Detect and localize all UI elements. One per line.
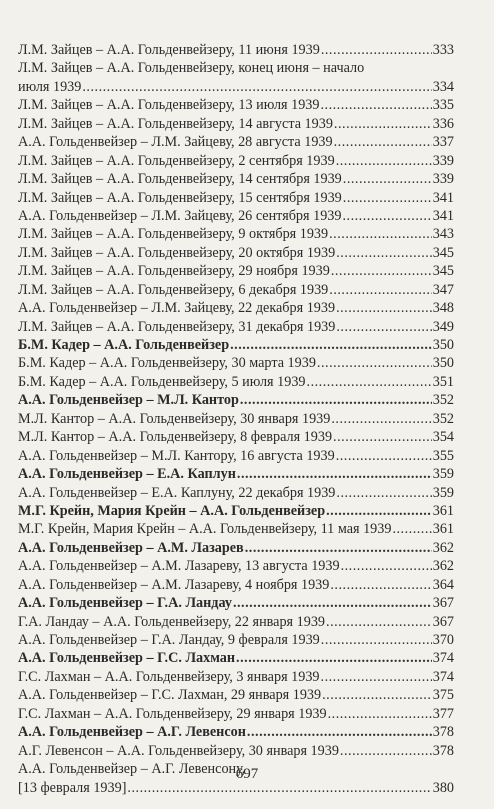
dot-leader bbox=[230, 336, 432, 354]
toc-entry-title: Л.М. Зайцев – А.А. Гольденвейзеру, 29 ноября 1939 bbox=[18, 263, 330, 280]
toc-entry-title: Л.М. Зайцев – А.А. Гольденвейзеру, 14 августа 1939 bbox=[18, 115, 333, 132]
toc-entry bbox=[18, 78, 454, 96]
dot-leader bbox=[392, 520, 431, 538]
toc-section-heading bbox=[18, 465, 454, 483]
toc-entry bbox=[18, 410, 454, 428]
dot-leader bbox=[82, 78, 431, 96]
dot-leader bbox=[331, 262, 432, 280]
toc-entry-title: А.А. Гольденвейзер – А.Г. Левенсону, bbox=[18, 761, 246, 778]
dot-leader bbox=[307, 373, 432, 391]
toc-entry bbox=[18, 207, 454, 225]
toc-entry-page: 341 bbox=[432, 189, 454, 206]
toc-entry-title: А.А. Гольденвейзер – А.М. Лазареву, 4 ноября 1939 bbox=[18, 576, 330, 593]
toc-entry-page: 367 bbox=[432, 595, 454, 612]
toc-entry bbox=[18, 225, 454, 243]
dot-leader bbox=[336, 484, 431, 502]
toc-entry-page: 362 bbox=[432, 558, 454, 575]
toc-entry-page: 361 bbox=[432, 521, 454, 538]
toc-entry bbox=[18, 668, 454, 686]
toc-entry bbox=[18, 447, 454, 465]
toc-section-heading bbox=[18, 539, 454, 557]
dot-leader bbox=[233, 594, 432, 612]
toc-entry-page: 380 bbox=[432, 779, 454, 796]
toc-entry-page: 345 bbox=[432, 263, 454, 280]
dot-leader bbox=[343, 170, 432, 188]
dot-leader bbox=[336, 299, 432, 317]
toc-entry-title: Г.С. Лахман – А.А. Гольденвейзеру, 29 января 1939 bbox=[18, 705, 327, 722]
dot-leader bbox=[329, 225, 432, 243]
dot-leader bbox=[245, 539, 432, 557]
dot-leader bbox=[333, 428, 432, 446]
dot-leader bbox=[329, 281, 431, 299]
toc-section-heading bbox=[18, 336, 454, 354]
toc-entry-title: Л.М. Зайцев – А.А. Гольденвейзеру, 2 сентября 1939 bbox=[18, 152, 335, 169]
toc-entry-page: 350 bbox=[432, 337, 454, 353]
toc-entry-page: 359 bbox=[432, 466, 454, 483]
toc-entry bbox=[18, 428, 454, 446]
dot-leader bbox=[336, 318, 431, 336]
toc-entry bbox=[18, 96, 454, 114]
toc-entry bbox=[18, 41, 454, 59]
toc-entry bbox=[18, 742, 454, 760]
toc-entry-title: Л.М. Зайцев – А.А. Гольденвейзеру, 14 сентября 1939 bbox=[18, 171, 342, 188]
dot-leader bbox=[317, 354, 432, 372]
toc-entry-page: 341 bbox=[432, 207, 454, 224]
toc-entry-title: [13 февраля 1939] bbox=[18, 779, 127, 796]
toc-entry-page: 364 bbox=[432, 576, 454, 593]
toc-entry-page: 370 bbox=[432, 632, 454, 648]
toc-entry-page: 337 bbox=[432, 134, 454, 151]
toc-section-heading bbox=[18, 723, 454, 741]
toc-entry bbox=[18, 631, 454, 649]
toc-entry-title: М.Л. Кантор – А.А. Гольденвейзеру, 8 февраля 1939 bbox=[18, 429, 333, 446]
toc-entry-title: А.А. Гольденвейзер – Л.М. Зайцеву, 26 сентября 1939 bbox=[18, 207, 342, 224]
toc-entry-page: 374 bbox=[432, 668, 454, 685]
toc-entry-title: Л.М. Зайцев – А.А. Гольденвейзеру, 13 июля 1939 bbox=[18, 97, 320, 114]
toc-entry-page: 339 bbox=[432, 171, 454, 188]
toc-entry-title: Л.М. Зайцев – А.А. Гольденвейзеру, 20 октября 1939 bbox=[18, 244, 336, 261]
toc-entry-title: А.А. Гольденвейзер – Е.А. Каплуну, 22 декабря 1939 bbox=[18, 484, 336, 501]
toc-entry-page: 355 bbox=[432, 447, 454, 464]
toc-section-heading bbox=[18, 391, 454, 409]
toc-entry-title: Л.М. Зайцев – А.А. Гольденвейзеру, 31 декабря 1939 bbox=[18, 318, 336, 335]
toc-entry-title: А.Г. Левенсон – А.А. Гольденвейзеру, 30 января 1939 bbox=[18, 742, 339, 759]
toc-entry-page: 374 bbox=[432, 650, 454, 667]
dot-leader bbox=[341, 557, 432, 575]
toc-entry-title: Г.С. Лахман – А.А. Гольденвейзеру, 3 января 1939 bbox=[18, 668, 320, 685]
toc-entry-page: 378 bbox=[432, 724, 454, 741]
toc-entry-title: А.А. Гольденвейзер – М.Л. Кантор bbox=[18, 392, 239, 409]
toc-entry bbox=[18, 189, 454, 207]
toc-entry bbox=[18, 115, 454, 133]
toc-entry-title: Л.М. Зайцев – А.А. Гольденвейзеру, 15 сентября 1939 bbox=[18, 189, 342, 206]
dot-leader bbox=[236, 649, 432, 667]
toc-entry-page: 367 bbox=[432, 613, 454, 630]
page-number: 697 bbox=[235, 766, 259, 782]
toc-entry-page: 339 bbox=[432, 152, 454, 169]
toc-entry-page: 375 bbox=[432, 687, 454, 704]
toc-entry bbox=[18, 59, 454, 77]
toc-entry bbox=[18, 705, 454, 723]
dot-leader bbox=[328, 705, 432, 723]
toc-section-heading bbox=[18, 649, 454, 667]
toc-entry-page: 377 bbox=[432, 705, 454, 722]
dot-leader bbox=[237, 465, 432, 483]
toc-entry-title: А.А. Гольденвейзер – А.Г. Левенсон bbox=[18, 724, 246, 741]
toc-entry bbox=[18, 170, 454, 188]
toc-entry-page: 333 bbox=[432, 42, 454, 58]
toc-entry-page: 354 bbox=[432, 429, 454, 446]
toc-entry-title: А.А. Гольденвейзер – А.М. Лазареву, 13 августа 1939 bbox=[18, 558, 340, 575]
toc-entry bbox=[18, 133, 454, 151]
dot-leader bbox=[336, 447, 432, 465]
toc-entry-title: Л.М. Зайцев – А.А. Гольденвейзеру, конец июня – начало bbox=[18, 60, 365, 77]
toc-entry-page: 351 bbox=[432, 373, 454, 390]
toc-entry-page: 350 bbox=[432, 355, 454, 372]
toc-entry-page: 359 bbox=[432, 484, 454, 501]
toc-entry-page: 352 bbox=[432, 392, 454, 409]
toc-entry bbox=[18, 152, 454, 170]
dot-leader bbox=[343, 189, 432, 207]
toc-entry-page: 361 bbox=[432, 502, 454, 519]
toc-entry-title: Л.М. Зайцев – А.А. Гольденвейзеру, 6 декабря 1939 bbox=[18, 281, 329, 298]
toc-entry bbox=[18, 484, 454, 502]
dot-leader bbox=[334, 115, 432, 133]
toc-entry bbox=[18, 281, 454, 299]
dot-leader bbox=[322, 686, 432, 704]
toc-entry-page: 347 bbox=[432, 281, 454, 298]
toc-entry bbox=[18, 373, 454, 391]
table-of-contents bbox=[18, 41, 454, 797]
toc-entry-page: 352 bbox=[432, 410, 454, 427]
toc-entry-page: 349 bbox=[432, 318, 454, 335]
dot-leader bbox=[334, 133, 432, 151]
toc-entry-title: Б.М. Кадер – А.А. Гольденвейзеру, 5 июля 1939 bbox=[18, 373, 306, 390]
toc-entry-title: июля 1939 bbox=[18, 78, 82, 95]
toc-entry-title: А.А. Гольденвейзер – Г.А. Ландау bbox=[18, 595, 232, 612]
toc-section-heading bbox=[18, 502, 454, 520]
toc-entry-title: А.А. Гольденвейзер – Г.С. Лахман bbox=[18, 650, 236, 667]
toc-entry-page: 362 bbox=[432, 539, 454, 556]
toc-entry-title: А.А. Гольденвейзер – Г.А. Ландау, 9 февраля 1939 bbox=[18, 632, 320, 648]
dot-leader bbox=[321, 631, 432, 649]
toc-entry-title: Б.М. Кадер – А.А. Гольденвейзеру, 30 марта 1939 bbox=[18, 355, 316, 372]
dot-leader bbox=[326, 613, 432, 631]
toc-entry bbox=[18, 576, 454, 594]
toc-entry-title: А.А. Гольденвейзер – Л.М. Зайцеву, 28 августа 1939 bbox=[18, 134, 333, 151]
dot-leader bbox=[340, 742, 432, 760]
dot-leader bbox=[336, 244, 432, 262]
toc-entry bbox=[18, 686, 454, 704]
toc-entry-page: 343 bbox=[432, 226, 454, 243]
toc-entry-title: Л.М. Зайцев – А.А. Гольденвейзеру, 9 октября 1939 bbox=[18, 226, 329, 243]
toc-entry bbox=[18, 318, 454, 336]
toc-entry bbox=[18, 557, 454, 575]
toc-entry bbox=[18, 244, 454, 262]
toc-entry-title: Г.А. Ландау – А.А. Гольденвейзеру, 22 января 1939 bbox=[18, 613, 326, 630]
dot-leader bbox=[247, 723, 432, 741]
dot-leader bbox=[331, 410, 431, 428]
toc-entry bbox=[18, 354, 454, 372]
toc-entry bbox=[18, 299, 454, 317]
dot-leader bbox=[320, 96, 431, 114]
toc-entry-page: 334 bbox=[432, 78, 454, 95]
dot-leader bbox=[240, 391, 432, 409]
toc-entry-title: А.А. Гольденвейзер – М.Л. Кантору, 16 августа 1939 bbox=[18, 447, 335, 464]
toc-entry bbox=[18, 520, 454, 538]
dot-leader bbox=[326, 502, 432, 520]
dot-leader bbox=[321, 41, 432, 59]
toc-entry-page: 336 bbox=[432, 115, 454, 132]
toc-entry-title: А.А. Гольденвейзер – Л.М. Зайцеву, 22 декабря 1939 bbox=[18, 300, 336, 317]
toc-entry-title: А.А. Гольденвейзер – Е.А. Каплун bbox=[18, 466, 236, 483]
toc-entry-title: М.Г. Крейн, Мария Крейн – А.А. Гольденвейзер bbox=[18, 502, 326, 519]
toc-entry-page: 348 bbox=[432, 300, 454, 317]
dot-leader bbox=[321, 668, 432, 686]
toc-entry-title: Б.М. Кадер – А.А. Гольденвейзер bbox=[18, 337, 230, 353]
toc-section-heading bbox=[18, 594, 454, 612]
dot-leader bbox=[336, 152, 432, 170]
toc-entry-title: А.А. Гольденвейзер – А.М. Лазарев bbox=[18, 539, 244, 556]
toc-entry-page: 378 bbox=[432, 742, 454, 759]
toc-entry-page: 335 bbox=[432, 97, 454, 114]
toc-entry-page: 345 bbox=[432, 244, 454, 261]
toc-entry-title: М.Л. Кантор – А.А. Гольденвейзеру, 30 января 1939 bbox=[18, 410, 331, 427]
toc-entry bbox=[18, 262, 454, 280]
toc-entry-title: Л.М. Зайцев – А.А. Гольденвейзеру, 11 июня 1939 bbox=[18, 42, 320, 58]
toc-entry-title: М.Г. Крейн, Мария Крейн – А.А. Гольденвейзеру, 11 мая 1939 bbox=[18, 521, 392, 538]
toc-entry-title: А.А. Гольденвейзер – Г.С. Лахман, 29 января 1939 bbox=[18, 687, 322, 704]
toc-entry bbox=[18, 613, 454, 631]
dot-leader bbox=[342, 207, 431, 225]
dot-leader bbox=[330, 576, 431, 594]
